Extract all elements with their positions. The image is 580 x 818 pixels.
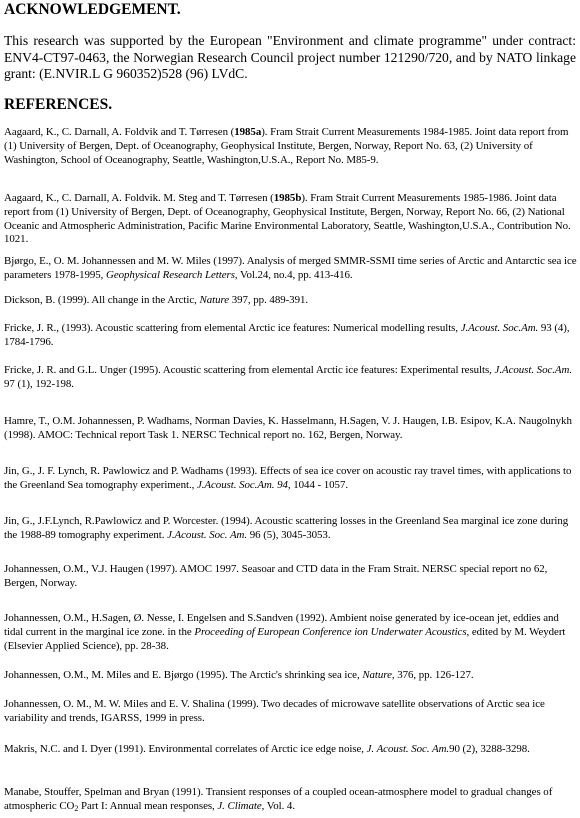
reference-entry: Bjørgo, E., O. M. Johannessen and M. W. Miles (1997). Analysis of merged SMMR-SSMI time series of Arctic and Antarctic sea ice parameters 1978-1995, Geophysical Research Letters, Vol.24, no.4, pp. 413-416. bbox=[4, 255, 577, 281]
reference-entry: Aagaard, K., C. Darnall, A. Foldvik and T. Tørresen (1985a). Fram Strait Current Measurements 1984-1985. Joint data report from (1) University of Bergen, Dept. of Oceanography, Geophysical Institute, Bergen, Norway, Report No. 63, (2) University of Washington, School of Oceanography, Seattle, Washington,U.S.A., Report No. M85-9. bbox=[4, 126, 569, 166]
references-heading: REFERENCES. bbox=[4, 96, 113, 113]
reference-entry: Aagaard, K., C. Darnall, A. Foldvik. M. Steg and T. Tørresen (1985b). Fram Strait Current Measurements 1985-1986. Joint data report from (1) University of Bergen, Dept. of Oceanography, Geophysical Institute, Bergen, Norway, Report No. 66, (2) National Oceanic and Atmospheric Administration, Pacific Marine Environmental Laboratory, Seattle, Washington,U.S.A., Contribution No. 1021. bbox=[4, 192, 571, 246]
reference-entry: Manabe, Stouffer, Spelman and Bryan (1991). Transient responses of a coupled ocean-atmosphere model to gradual changes of atmospheric $CO_2$ Part I: Annual mean responses, J. Climate, Vol. 4. bbox=[4, 786, 553, 813]
reference-entry: Johannessen, O. M., M. W. Miles and E. V. Shalina (1999). Two decades of microwave satellite observations of Arctic sea ice variability and trends, IGARSS, 1999 in press. bbox=[4, 698, 545, 724]
reference-entry: Johannessen, O.M., M. Miles and E. Bjørgo (1995). The Arctic's shrinking sea ice, Nature, 376, pp. 126-127. bbox=[4, 669, 474, 681]
reference-entry: Fricke, J. R., (1993). Acoustic scattering from elemental Arctic ice features: Numerical modelling results, J.Acoust. Soc.Am. 93 (4), 1784-1796. bbox=[4, 322, 570, 348]
reference-entry: Jin, G., J. F. Lynch, R. Pawlowicz and P. Wadhams (1993). Effects of sea ice cover on acoustic ray travel times, with applications to the Greenland Sea tomography experiment., J.Acoust. Soc.Am. 94, 1044 - 1057. bbox=[4, 465, 572, 491]
reference-entry: Hamre, T., O.M. Johannessen, P. Wadhams, Norman Davies, K. Hasselmann, H.Sagen, V. J. Haugen, I.B. Esipov, K.A. Naugolnykh (1998). AMOC: Technical report Task 1. NERSC Technical report no. 162, Bergen, Norway. bbox=[4, 415, 572, 441]
reference-entry: Dickson, B. (1999). All change in the Arctic, Nature 397, pp. 489-391. bbox=[4, 294, 309, 306]
acknowledgement-heading: ACKNOWLEDGEMENT. bbox=[4, 1, 181, 18]
acknowledgement-text: This research was supported by the European "Environment and climate programme" under contract: ENV4-CT97-0463, the Norwegian Research Council project number 121290/720, and by NATO linkage grant: (E.NVIR.L G 960352)528 (96) LVdC. bbox=[4, 33, 576, 82]
reference-entry: Johannessen, O.M., V.J. Haugen (1997). AMOC 1997. Seasoar and CTD data in the Fram Strait. NERSC special report no 62, Bergen, Norway. bbox=[4, 563, 548, 589]
reference-entry: Jin, G., J.F.Lynch, R.Pawlowicz and P. Worcester. (1994). Acoustic scattering losses in the Greenland Sea marginal ice zone during the 1988-89 tomography experiment. J.Acoust. Soc. Am. 96 (5), 3045-3053. bbox=[4, 515, 569, 541]
reference-entry: Fricke, J. R. and G.L. Unger (1995). Acoustic scattering from elemental Arctic ice features: Experimental results, J.Acoust. Soc.Am. 97 (1), 192-198. bbox=[4, 364, 573, 390]
reference-entry: Johannessen, O.M., H.Sagen, Ø. Nesse, I. Engelsen and S.Sandven (1992). Ambient noise generated by ice-ocean jet, eddies and tidal current in the marginal ice zone. in the Proceeding of European Conference ion Underwater Acoustics, edited by M. Weydert (Elsevier Applied Science), pp. 28-38. bbox=[4, 612, 566, 652]
reference-entry: Makris, N.C. and I. Dyer (1991). Environmental correlates of Arctic ice edge noise, J. Acoust. Soc. Am.90 (2), 3288-3298. bbox=[4, 743, 530, 755]
